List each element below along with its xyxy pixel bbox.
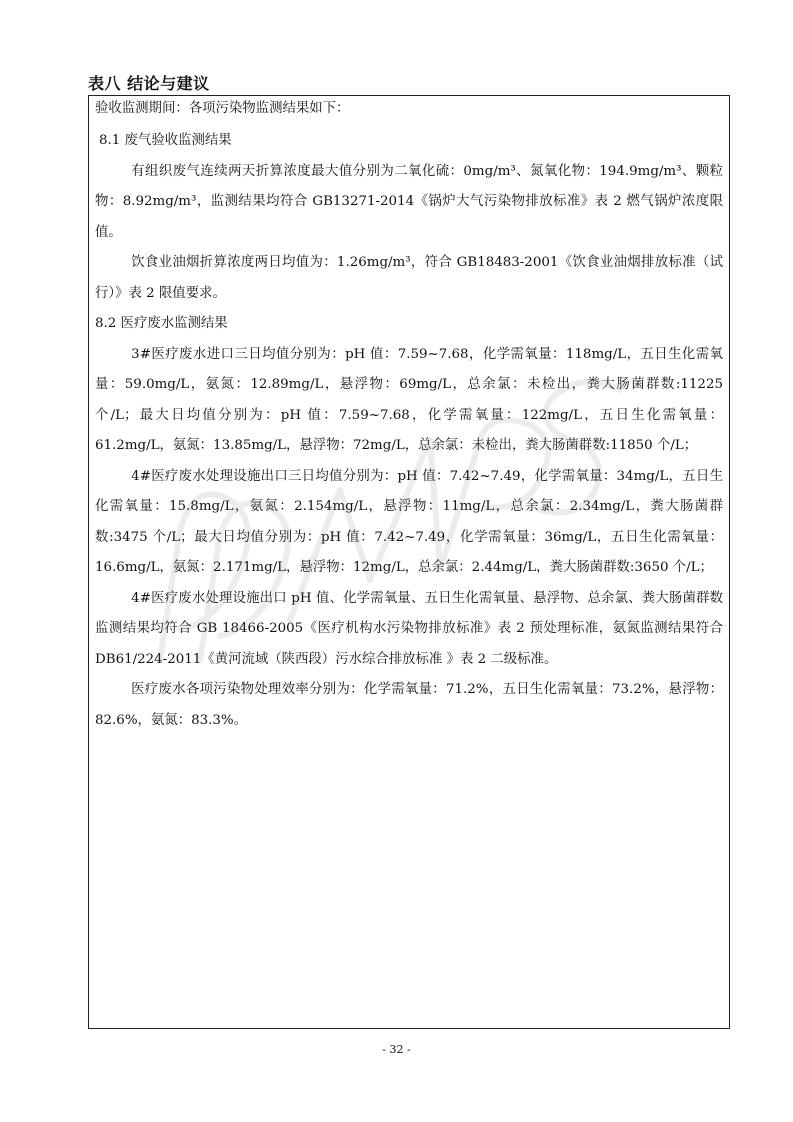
paragraph-cooking-fume: 饮食业油烟折算浓度两日均值为：1.26mg/m³，符合 GB18483-2001《饮食业油烟排放标准（试行）》表 2 限值要求。 [95, 255, 723, 301]
heading-8-1: 8.1 废气验收监测结果 [99, 133, 232, 148]
paragraph-outlet-4: 4#医疗废水处理设施出口三日均值分别为：pH 值：7.42~7.49，化学需氧量：34mg/L，五日生化需氧量：15.8mg/L，氨氮：2.154mg/L，悬浮物：11mg/L，总余氯：2.34mg/L，粪大肠菌群数:3475 个/L；最大日均值分别为：pH 值：7.42~7.49，化学需氧量：36mg/L，五日生化需氧量：16.6mg/L，氨氮：2.171mg/L，悬浮物：12mg/L，总余氯：2.44mg/L，粪大肠菌群数:3650 个/L； [95, 468, 723, 575]
paragraph-compliance: 4#医疗废水处理设施出口 pH 值、化学需氧量、五日生化需氧量、悬浮物、总余氯、粪大肠菌群数监测结果均符合 GB 18466-2005《医疗机构水污染物排放标准》表 2 预处理标准，氨氮监测结果符合 DB61/224-2011《黄河流域（陕西段）污水综合排放标准 》表 2 二级标准。 [95, 590, 723, 667]
intro-line: 验收监测期间：各项污染物监测结果如下： [95, 101, 350, 116]
paragraph-efficiency: 医疗废水各项污染物处理效率分别为：化学需氧量：71.2%，五日生化需氧量：73.2%，悬浮物：82.6%，氨氮：83.3%。 [95, 682, 723, 728]
page-number: - 32 - [382, 1043, 411, 1056]
section-title: 表八 结论与建议 [88, 74, 210, 93]
heading-8-2: 8.2 医疗废水监测结果 [95, 316, 228, 331]
conclusion-table-cell [88, 95, 730, 1029]
paragraph-inlet-3: 3#医疗废水进口三日均值分别为：pH 值：7.59~7.68，化学需氧量：118mg/L，五日生化需氧量：59.0mg/L，氨氮：12.89mg/L，悬浮物：69mg/L，总余氯：未检出，粪大肠菌群数:11225 个/L；最大日均值分别为：pH 值：7.59~7.68，化学需氧量：122mg/L，五日生化需氧量：61.2mg/L，氨氮：13.85mg/L，悬浮物：72mg/L，总余氯：未检出，粪大肠菌群数:11850 个/L； [95, 346, 723, 453]
paragraph-exhaust-gas: 有组织废气连续两天折算浓度最大值分别为二氧化硫：0mg/m³、氮氧化物：194.9mg/m³、颗粒物：8.92mg/m³，监测结果均符合 GB13271-2014《锅炉大气污染物排放标准》表 2 燃气锅炉浓度限值。 [95, 163, 723, 240]
